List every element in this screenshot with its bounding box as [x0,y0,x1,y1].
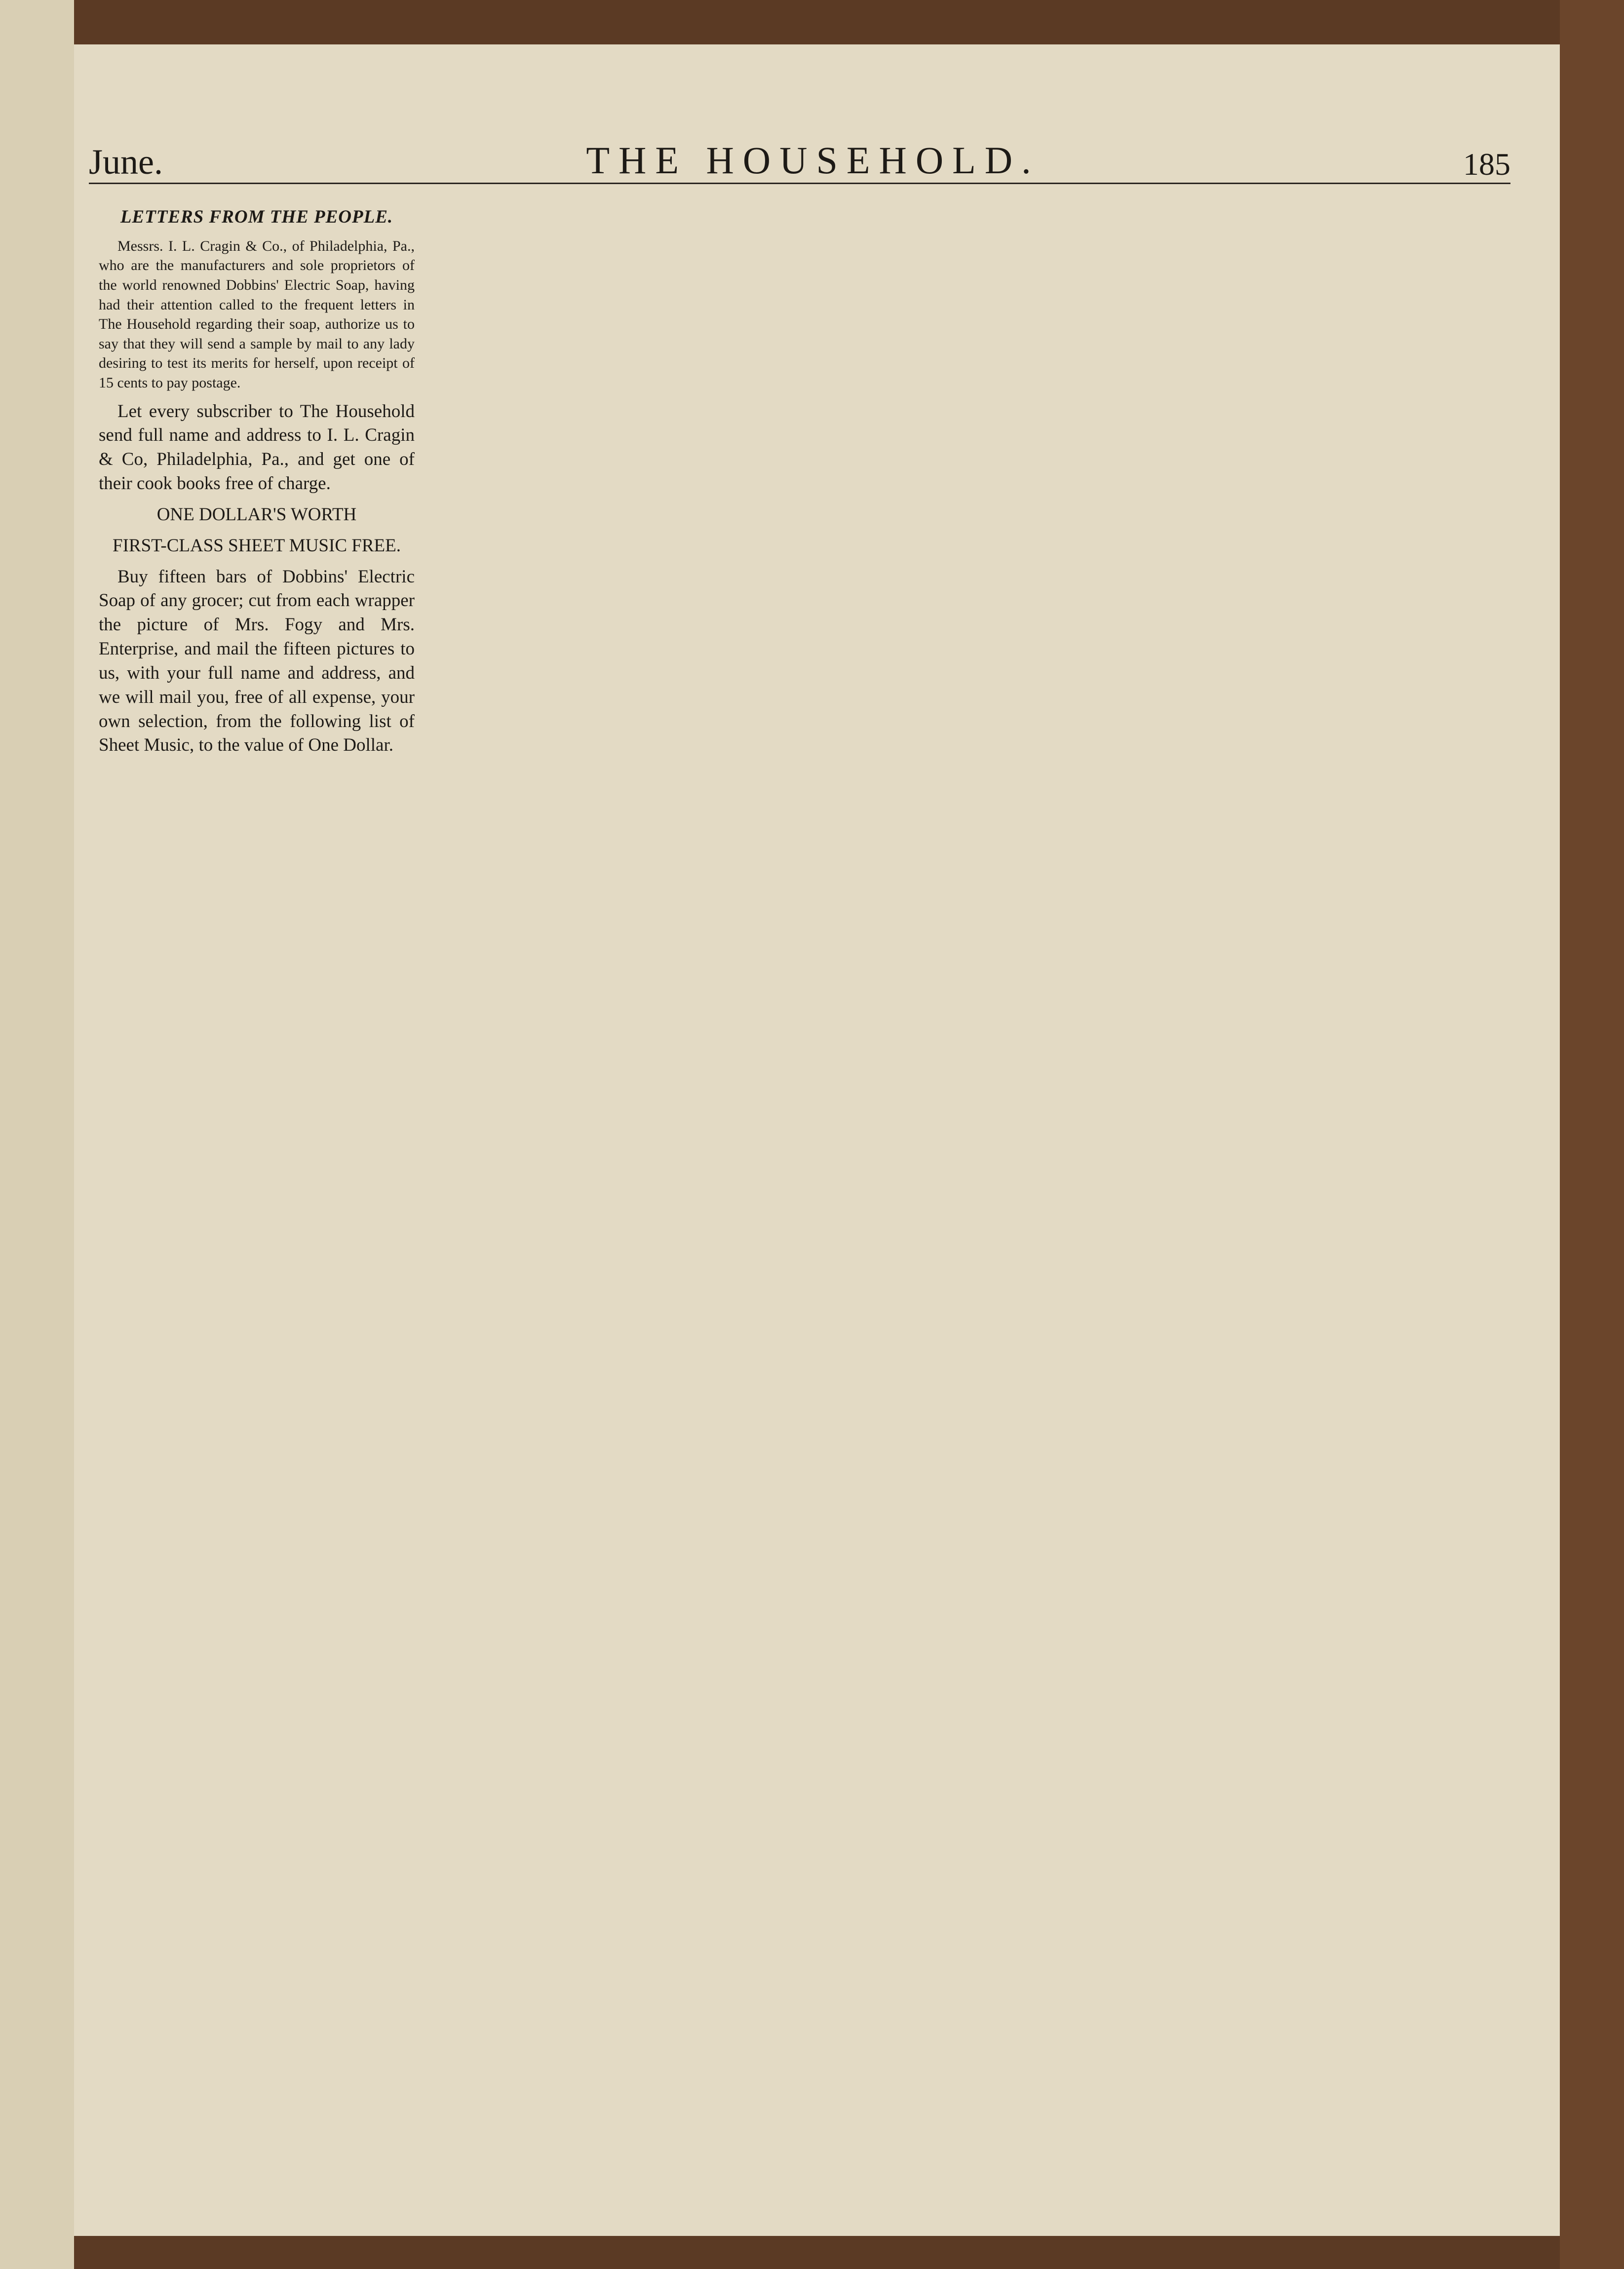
issue-month: June. [89,142,163,182]
newspaper-page [74,44,1560,2236]
column-1 [99,202,415,765]
subheading: ONE DOLLAR'S WORTH [156,504,357,525]
masthead [89,138,1510,184]
paragraph: Buy fifteen bars of Dobbins' Electric Soap of any grocer; cut from each wrapper the picture of Mrs. Fogy and Mrs. Enterprise, and mail the fifteen pictures to us, with your full name and address, and we will mail you, free of all expense, your own selection, from the following list of Sheet Music, to the value of One Dollar. [99,566,415,756]
binding-edge [0,0,74,2269]
section-heading: LETTERS FROM THE PEOPLE. [120,207,393,227]
paragraph: Let every subscriber to The Household send full name and address to I. L. Cragin & Co, Philadelphia, Pa., and get one of their cook books free of charge. [99,401,415,494]
publication-title: THE HOUSEHOLD. [586,139,1040,182]
subheading: FIRST-CLASS SHEET MUSIC FREE. [113,535,401,556]
page-number: 185 [1463,147,1510,182]
paragraph: Messrs. I. L. Cragin & Co., of Philadelphia, Pa., who are the manufacturers and sole proprietors of the world renowned Dobbins' Electric Soap, having had their attention called to the frequent letters in The Household regarding their soap, authorize us to say that they will send a sample by mail to any lady desiring to test its merits for herself, upon receipt of 15 cents to pay postage. [99,237,415,391]
book-spine [1560,0,1624,2269]
